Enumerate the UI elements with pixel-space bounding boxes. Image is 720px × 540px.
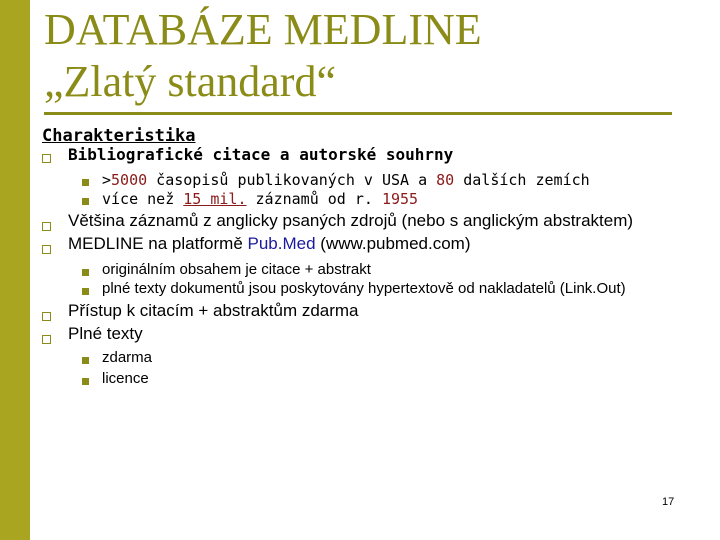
journals-count-2: 80 <box>436 171 455 189</box>
bullet-text: Přístup k citacím + abstraktům zdarma <box>68 301 359 320</box>
bullet-text: Plné texty <box>68 324 143 343</box>
bullet-text: Většina záznamů z anglicky psaných zdrojů (nebo s anglickým abstraktem) <box>68 211 634 230</box>
sub-bullet-fulltext <box>42 280 692 297</box>
sub-bullet-records <box>42 191 692 208</box>
bullet-majority <box>42 211 692 231</box>
hollow-square-bullet-icon <box>42 150 51 168</box>
hollow-square-bullet-icon <box>42 306 51 326</box>
bullet-text: plné texty dokumentů jsou poskytovány hypertextově od nakladatelů (Link.Out) <box>102 280 626 297</box>
slide-title <box>44 4 684 108</box>
title-line-2: „Zlatý standard“ <box>44 57 336 106</box>
section-heading: Charakteristika <box>42 126 196 146</box>
bullet-medline <box>42 234 692 254</box>
records-prefix: více než <box>102 190 184 208</box>
journals-mid: časopisů publikovaných v USA a <box>147 171 437 189</box>
sub-bullet-original <box>42 261 692 278</box>
hollow-square-bullet-icon <box>42 239 51 259</box>
accent-sidebar <box>0 0 30 540</box>
filled-square-bullet-icon <box>82 374 89 391</box>
journals-prefix: > <box>102 171 112 189</box>
filled-square-bullet-icon <box>82 353 89 370</box>
journals-suffix: dalších zemích <box>454 171 590 189</box>
bullet-fulltexts <box>42 324 692 344</box>
title-line-1: DATABÁZE MEDLINE <box>44 5 482 54</box>
sub-bullet-journals <box>42 172 692 189</box>
bullet-text: Bibliografické citace a autorské souhrny <box>68 145 454 164</box>
sub-bullet-free <box>42 349 692 366</box>
bullet-access <box>42 301 692 321</box>
filled-square-bullet-icon <box>82 195 89 212</box>
page-number: 17 <box>662 496 675 508</box>
records-mid: záznamů od r. <box>246 190 382 208</box>
medline-platform: Pub.Med <box>247 234 316 253</box>
filled-square-bullet-icon <box>82 284 89 301</box>
hollow-square-bullet-icon <box>42 216 51 236</box>
journals-count: 5000 <box>111 171 148 189</box>
bullet-text: licence <box>102 370 149 387</box>
records-year: 1955 <box>381 190 419 208</box>
bullet-text: originálním obsahem je citace + abstrakt <box>102 261 371 278</box>
hollow-square-bullet-icon <box>42 329 51 349</box>
bullet-text: zdarma <box>102 349 153 366</box>
title-divider <box>44 112 672 115</box>
medline-prefix: MEDLINE na platformě <box>68 234 248 253</box>
slide-content <box>42 126 692 387</box>
medline-url: (www.pubmed.com) <box>315 234 471 253</box>
sub-bullet-license <box>42 370 692 387</box>
records-amount: 15 mil. <box>183 190 247 208</box>
bullet-bibliographic <box>42 146 692 164</box>
